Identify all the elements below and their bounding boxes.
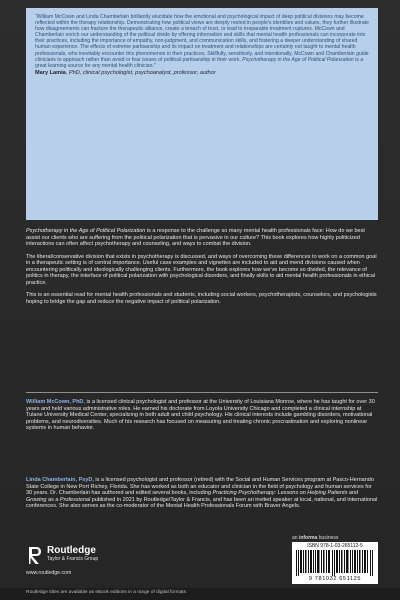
author-bio-chamberlain: Linda Chamberlain, PsyD, is a licensed psychologist and professor (retired) with the Social and Human Services program at Pasco-Hernando State College in New Port Richey, Florida. She has worked as both an educator and clinician in the field of psychology and human services for 30 years. Dr. Chamberlain has authored and edited several books, including Practicing Psychotherapy: Lessons on Helping Patients and Growing as a Professional published in 2021 by Routledge/Taylor & Francis, and has been an invited speaker at local, national, and international conferences. She also serves as the co-moderator of the Mental Health Professionals Forum with Braver Angels.: [26, 477, 378, 510]
publisher-subtitle: Taylor & Francis Group: [47, 556, 99, 562]
informa-business-label: an informa business: [292, 535, 339, 541]
publisher-name: Routledge: [47, 545, 96, 556]
description-paragraph-2: The liberal/conservative division that exists in psychotherapy is discussed, and ways of overcoming these differences to work on a common goal in a therapeutic setting is of central importance. Useful case examples and vignettes are included to aid and mend divisions caused when encountering politically and ideologically challenging clients. Furthermore, the book explores how we’ve become so divided, the relevance of politics in therapy, the interface of political polarization with psychological disorders, and finally skills to aid mental health professionals in ethical practice.: [26, 253, 377, 286]
endorsement-quote-title: Psychotherapy in the Age of Political Polarization: [242, 56, 354, 63]
book-description: [26, 228, 378, 311]
footer-strip: [0, 588, 400, 600]
endorsement-quote: “William McCown and Linda Chamberlain brilliantly elucidate how the emotional and psychological impact of deep political divisions may become reflected within the therapy relationship. Demonstrating how political views are deeply rooted in people’s identities and values, they further illustrate how disagreements can fracture the therapeutic alliance, create a breach of trust, or lead to irreparable treatment ruptures. McCown and Chamberlain enrich our understanding of the political divide by offering information and skills that mental health professionals can incorporate into their practices, including the importance of empathy, non-judgment, and communication skills, and fostering a deeper understanding of shared human experience. The effects of extreme partisanship and its impact on treatment and relationships are certainly not taught to mental health professionals, who inevitably encounter this phenomenon in their practices. Skillfully, sensitively, and intentionally, McCown and Chamberlain guide clinicians to approach rather than avoid or fear issues of political partisanship in their work. Psychotherapy in the Age of Political Polarization is a great learning source for any mental health clinician.”: [35, 14, 369, 69]
endorsement-attribution: [35, 70, 369, 77]
author-name-mccown: William McCown, PhD: [26, 399, 84, 405]
section-divider: [26, 392, 378, 393]
endorsement-author: Mary Lamia: [35, 69, 66, 76]
footer-ebook-note: Routledge titles are available as eBook editions in a range of digital formats: [26, 590, 186, 595]
endorsement-box: [26, 8, 378, 220]
barcode-digits: 9 781032 651125: [308, 576, 362, 582]
routledge-logo-icon: [26, 544, 44, 566]
barcode-bars: [296, 550, 374, 576]
publisher-url: www.routledge.com: [26, 570, 72, 576]
endorsement-credentials: , PhD, clinical psychologist, psychoanalyst, professor, author: [65, 69, 216, 76]
publisher-block: [26, 544, 146, 584]
author-name-chamberlain: Linda Chamberlain, PsyD: [26, 477, 93, 483]
description-paragraph-3: This is an essential read for mental health professionals and students, including social workers, psychotherapists, counselors, and psychologists hoping to bridge the gap and reduce the negative impact of political polarization.: [26, 292, 377, 305]
isbn-barcode: [292, 542, 378, 584]
isbn-number: ISBN 978-1-03-265112-5: [307, 543, 363, 549]
bio-book-title: Practicing Psychotherapy: Lessons on Helping Patients and Growing as a Professional: [26, 490, 359, 503]
description-book-title: Psychotherapy in the Age of Political Polarization: [26, 228, 146, 234]
description-paragraph-1: Psychotherapy in the Age of Political Polarization is a response to the challenge so many mental health professionals face: How do we best assist our clients who are suffering from the political polarization that is pervasive in our culture? This book explores how highly politicized interactions can often affect psychotherapy and counseling, and ways to combat the division.: [26, 228, 365, 248]
author-bio-mccown: William McCown, PhD, is a licensed clinical psychologist and professor at the University of Louisiana Monroe, where he has taught for over 30 years and held various administrative roles. He earned his doctorate from Loyola University Chicago and completed a clinical internship at Tulane University Medical Center, specializing in both adult and child psychology. His clinical interests include gambling disorders, motivational problems, and neurodiversities. Much of his research has focused on measuring and treating chronic procrastination and exploring nonlinear systems in human behavior.: [26, 399, 375, 432]
